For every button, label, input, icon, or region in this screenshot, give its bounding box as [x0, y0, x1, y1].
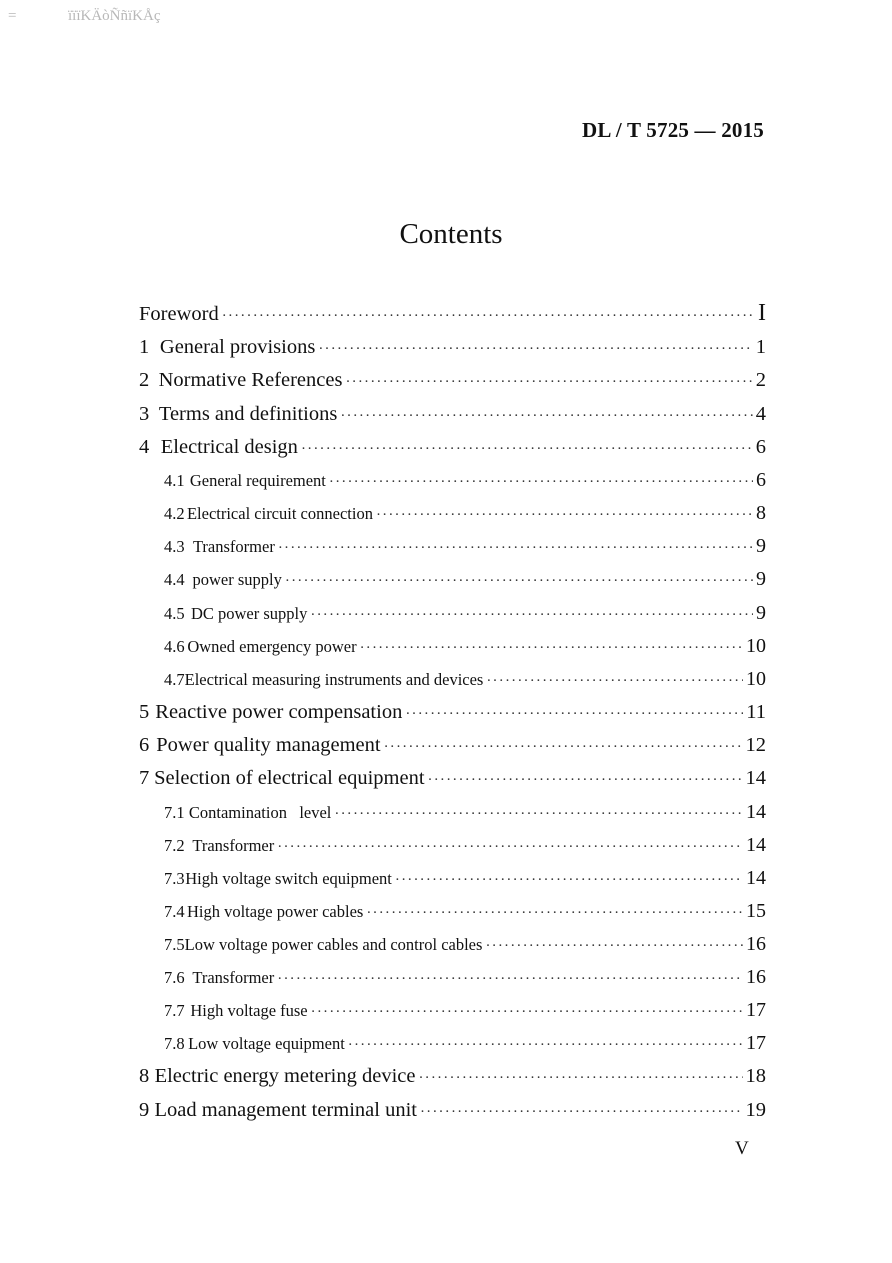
toc-entry-number: 3	[139, 402, 150, 425]
toc-entry-number: 7.2	[164, 835, 185, 855]
toc-entry-label: Power quality management	[156, 734, 381, 757]
toc-entry-page: 14	[745, 767, 766, 790]
toc-dot-leader	[277, 839, 743, 856]
toc-entry-number: 4.2	[164, 504, 185, 524]
toc-entry-page: 4	[755, 402, 766, 425]
toc-dot-leader	[277, 971, 743, 988]
toc-entry-page: 12	[745, 734, 766, 757]
toc-entry[interactable]	[139, 336, 766, 369]
toc-entry-page: 1	[755, 336, 766, 358]
toc-entry-number: 7.3	[164, 868, 185, 888]
toc-dot-leader	[376, 507, 753, 524]
toc-entry-number: 5	[139, 700, 150, 723]
toc-entry-page: 14	[746, 833, 766, 856]
toc-entry[interactable]	[139, 502, 766, 535]
toc-dot-leader	[395, 872, 743, 889]
toc-entry-label: Transformer	[192, 968, 275, 988]
toc-entry-label: Low voltage equipment	[188, 1034, 345, 1054]
toc-dot-leader	[384, 739, 743, 756]
toc-entry-number: 7.1	[164, 802, 185, 822]
toc-entry-label: High voltage power cables	[186, 902, 364, 922]
toc-dot-leader	[486, 673, 743, 690]
toc-entry[interactable]	[139, 668, 766, 701]
toc-entry[interactable]	[139, 602, 766, 635]
document-code: DL / T 5725 — 2015	[582, 118, 764, 142]
toc-entry-page: 16	[746, 933, 766, 956]
toc-entry[interactable]	[139, 734, 766, 767]
toc-dot-leader	[222, 308, 755, 325]
toc-entry-label: Normative References	[158, 369, 343, 392]
toc-entry[interactable]	[139, 867, 766, 900]
toc-entry-page: 17	[746, 1032, 766, 1055]
toc-entry-page: 11	[746, 700, 766, 723]
toc-entry-label: Terms and definitions	[158, 402, 338, 425]
toc-entry-number: 7.8	[164, 1034, 185, 1054]
toc-entry-number: 7.6	[164, 968, 185, 988]
toc-dot-leader	[360, 640, 743, 657]
toc-entry-number: 7.4	[164, 902, 185, 922]
toc-dot-leader	[366, 905, 743, 922]
toc-entry-page: I	[758, 300, 766, 326]
toc-dot-leader	[318, 341, 752, 358]
watermark	[8, 8, 161, 25]
toc-entry-label: DC power supply	[190, 603, 308, 623]
toc-dot-leader	[334, 806, 743, 823]
toc-entry[interactable]	[139, 933, 766, 966]
toc-entry-label: power supply	[192, 570, 282, 590]
toc-entry-label: Electrical design	[160, 435, 298, 458]
toc-dot-leader	[405, 706, 743, 723]
toc-entry[interactable]	[139, 1032, 766, 1065]
toc-dot-leader	[345, 374, 752, 391]
toc-entry-number: 2	[139, 369, 150, 392]
toc-entry[interactable]	[139, 1065, 766, 1098]
toc-dot-leader	[329, 474, 753, 491]
toc-dot-leader	[418, 1070, 742, 1087]
toc-entry[interactable]	[139, 1099, 766, 1132]
toc-entry-label: Transformer	[192, 835, 275, 855]
toc-dot-leader	[485, 938, 743, 955]
toc-dot-leader	[420, 1104, 743, 1121]
toc-entry-page: 15	[746, 900, 766, 923]
toc-entry[interactable]	[139, 469, 766, 502]
toc-entry-label: General requirement	[189, 471, 326, 491]
toc-entry-page: 6	[756, 469, 766, 492]
toc-entry-page: 2	[755, 369, 766, 392]
toc-entry-page: 8	[756, 502, 766, 525]
toc-entry-number: 4.6	[164, 636, 185, 656]
toc-entry-page: 9	[756, 601, 766, 624]
toc-dot-leader	[310, 607, 753, 624]
toc-entry-number: 4.1	[164, 471, 185, 491]
watermark-text: ïïïKÄòÑñïKÅç	[68, 8, 161, 24]
toc-dot-leader	[278, 540, 753, 557]
toc-entry-label: High voltage switch equipment	[185, 868, 392, 888]
toc-entry[interactable]	[139, 635, 766, 668]
toc-entry-label: Load management terminal unit	[154, 1098, 417, 1121]
toc-entry-number: 4.4	[164, 570, 185, 590]
toc-entry-page: 6	[755, 435, 766, 458]
toc-entry[interactable]	[139, 966, 766, 999]
toc-entry-label: Transformer	[192, 537, 275, 557]
page-number: V	[735, 1138, 749, 1159]
page-title: Contents	[399, 218, 503, 250]
toc-entry-number: 4.5	[164, 603, 185, 623]
toc-dot-leader	[301, 441, 753, 458]
toc-entry-label: General provisions	[159, 336, 316, 358]
toc-entry-label: Electrical circuit connection	[186, 504, 373, 524]
toc-entry[interactable]	[139, 900, 766, 933]
toc-entry-label: Selection of electrical equipment	[154, 767, 425, 790]
toc-entry-page: 14	[746, 800, 766, 823]
toc-entry-label: Electrical measuring instruments and devices	[184, 669, 484, 689]
toc-entry-number: 7.7	[164, 1001, 185, 1021]
toc-entry-number: 9	[139, 1098, 150, 1121]
toc-entry[interactable]	[139, 369, 766, 402]
toc-entry-page: 17	[746, 999, 766, 1022]
toc-entry-number: 4.7	[164, 669, 185, 689]
toc-entry-number: 1	[139, 336, 150, 358]
toc-entry-label: Foreword	[139, 303, 219, 325]
toc-entry-label: Reactive power compensation	[155, 700, 403, 723]
toc-entry[interactable]	[139, 999, 766, 1032]
toc-entry-page: 10	[746, 634, 766, 657]
toc-entry-label: Low voltage power cables and control cables	[184, 935, 483, 955]
table-of-contents	[139, 300, 766, 1132]
toc-entry-number: 8	[139, 1065, 150, 1088]
toc-dot-leader	[285, 573, 753, 590]
toc-entry-number: 7	[139, 767, 150, 790]
toc-entry-label: Owned emergency power	[187, 636, 357, 656]
toc-dot-leader	[340, 408, 752, 425]
toc-entry-page: 10	[746, 667, 766, 690]
toc-entry[interactable]	[139, 834, 766, 867]
toc-entry[interactable]	[139, 436, 766, 469]
toc-entry-label: High voltage fuse	[190, 1001, 308, 1021]
toc-entry-page: 19	[745, 1098, 766, 1121]
toc-entry-number: 4.3	[164, 537, 185, 557]
toc-entry[interactable]	[139, 801, 766, 834]
toc-entry-number: 7.5	[164, 935, 185, 955]
toc-entry-number: 4	[139, 435, 150, 458]
toc-entry-page: 9	[756, 568, 766, 591]
toc-entry-page: 16	[746, 966, 766, 989]
toc-entry-number: 6	[139, 734, 150, 757]
toc-entry-label: Contamination level	[188, 802, 332, 822]
toc-entry[interactable]	[139, 767, 766, 800]
toc-entry[interactable]	[139, 300, 766, 336]
toc-entry[interactable]	[139, 568, 766, 601]
toc-dot-leader	[348, 1037, 743, 1054]
watermark-mark: =	[8, 8, 17, 24]
toc-entry-label: Electric energy metering device	[154, 1065, 416, 1088]
toc-entry[interactable]	[139, 535, 766, 568]
toc-entry-page: 9	[756, 535, 766, 558]
toc-entry-page: 18	[745, 1065, 766, 1088]
toc-entry[interactable]	[139, 403, 766, 436]
toc-dot-leader	[428, 772, 743, 789]
toc-entry-page: 14	[746, 866, 766, 889]
toc-dot-leader	[311, 1004, 743, 1021]
toc-entry[interactable]	[139, 701, 766, 734]
